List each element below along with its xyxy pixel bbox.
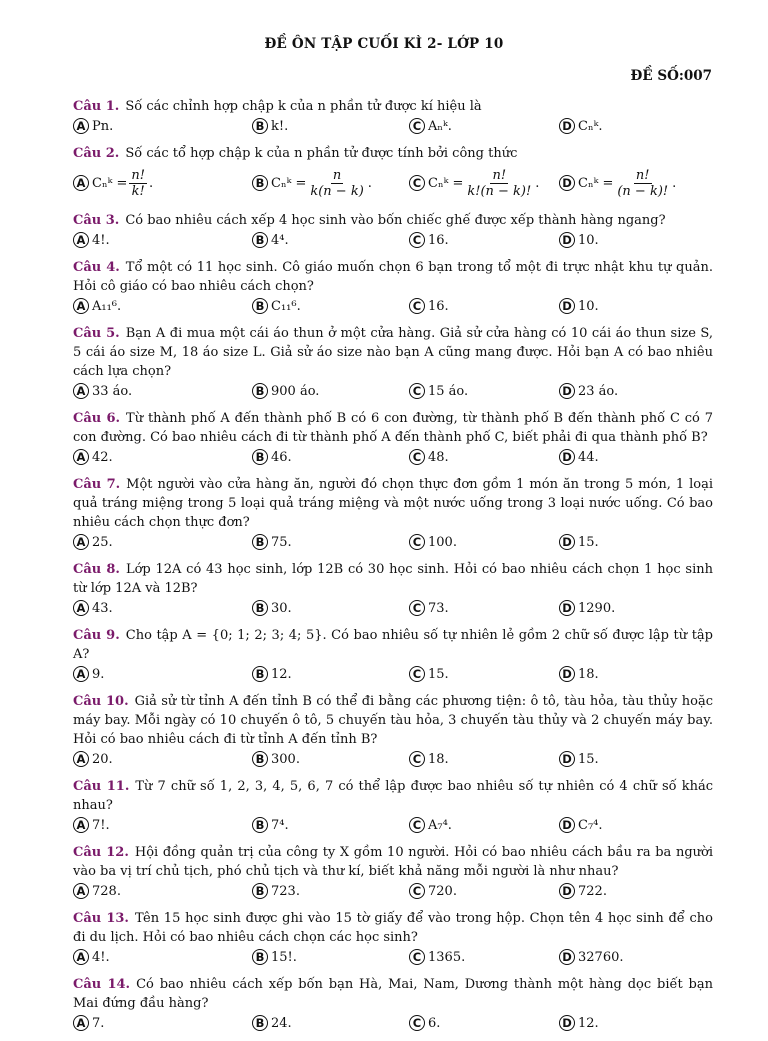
question-label: Câu 2.: [73, 146, 120, 161]
option-d[interactable]: [559, 883, 709, 899]
option-letter-badge: C: [409, 232, 425, 248]
option-b[interactable]: [252, 383, 409, 399]
answer-options: [73, 881, 713, 901]
formula-tail: .: [148, 175, 154, 191]
option-b[interactable]: [252, 118, 409, 134]
fraction: [129, 168, 147, 199]
question-text: Cho tập A = {0; 1; 2; 3; 4; 5}. Có bao nhiêu số tự nhiên lẻ gồm 2 chữ số được lập từ tập A?: [73, 628, 714, 662]
option-letter-badge: C: [409, 666, 425, 682]
option-letter-badge: A: [73, 175, 89, 191]
option-text: 6.: [428, 1015, 441, 1031]
option-letter-badge: B: [252, 298, 268, 314]
option-text: A₇⁴.: [428, 817, 452, 833]
option-text: 7⁴.: [271, 817, 289, 833]
option-text: A₁₁⁶.: [92, 298, 122, 314]
option-letter-badge: D: [559, 600, 575, 616]
option-letter-badge: D: [559, 883, 575, 899]
question-stem: [73, 324, 713, 381]
option-letter-badge: A: [73, 883, 89, 899]
option-a[interactable]: [73, 118, 252, 134]
question-3: [73, 211, 713, 250]
option-text: 46.: [271, 449, 292, 465]
option-letter-badge: D: [559, 383, 575, 399]
option-text: 15.: [578, 751, 599, 767]
option-b[interactable]: [252, 666, 409, 682]
option-d[interactable]: [559, 600, 709, 616]
option-letter-badge: D: [559, 751, 575, 767]
option-text: 15.: [428, 666, 449, 682]
option-letter-badge: A: [73, 949, 89, 965]
option-d[interactable]: [559, 949, 709, 965]
question-label: Câu 3.: [73, 213, 120, 228]
fraction-numerator: n!: [635, 167, 650, 183]
option-letter-badge: C: [409, 817, 425, 833]
question-text: Lớp 12A có 43 học sinh, lớp 12B có 30 học sinh. Hỏi có bao nhiêu cách chọn 1 học sinh từ lớp 12A và 12B?: [73, 562, 713, 596]
question-text: Tên 15 học sinh được ghi vào 15 tờ giấy để vào trong hộp. Chọn tên 4 học sinh để cho đi du lịch. Hỏi có bao nhiêu cách chọn các học sinh?: [73, 911, 713, 945]
option-d[interactable]: [559, 817, 709, 833]
option-b[interactable]: [252, 298, 409, 314]
answer-options: [73, 116, 713, 136]
option-c[interactable]: [409, 449, 559, 465]
option-letter-badge: A: [73, 751, 89, 767]
option-text: 16.: [428, 298, 449, 314]
option-text: 1365.: [428, 949, 466, 965]
option-b[interactable]: [252, 883, 409, 899]
option-c[interactable]: [409, 298, 559, 314]
option-text: Cₙᵏ.: [578, 118, 603, 134]
option-letter-badge: A: [73, 232, 89, 248]
question-label: Câu 6.: [73, 411, 121, 426]
option-c[interactable]: [409, 534, 559, 550]
option-d[interactable]: [559, 168, 709, 199]
option-a[interactable]: [73, 949, 252, 965]
option-text: 18.: [578, 666, 599, 682]
option-letter-badge: D: [559, 666, 575, 682]
option-letter-badge: C: [409, 600, 425, 616]
option-b[interactable]: [252, 534, 409, 550]
option-letter-badge: A: [73, 298, 89, 314]
question-label: Câu 11.: [73, 779, 130, 794]
option-text: 7.: [92, 1015, 105, 1031]
option-text: 12.: [271, 666, 292, 682]
option-text: 1290.: [578, 600, 616, 616]
option-letter-badge: A: [73, 449, 89, 465]
option-letter-badge: B: [252, 383, 268, 399]
option-text: 728.: [92, 883, 121, 899]
option-text: 7!.: [92, 817, 110, 833]
fraction: [308, 168, 365, 199]
option-c[interactable]: [409, 600, 559, 616]
question-text: Có bao nhiêu cách xếp bốn bạn Hà, Mai, Nam, Dương thành một hàng dọc biết bạn Mai đứng đầu hàng?: [73, 977, 713, 1011]
option-text: C₁₁⁶.: [271, 298, 301, 314]
option-a[interactable]: [73, 383, 252, 399]
question-12: [73, 843, 713, 901]
question-stem: [73, 97, 713, 116]
option-b[interactable]: [252, 600, 409, 616]
fraction-denominator: (n − k)!: [617, 183, 669, 199]
option-c[interactable]: [409, 883, 559, 899]
question-6: [73, 409, 713, 467]
option-c[interactable]: [409, 666, 559, 682]
option-text: 720.: [428, 883, 457, 899]
formula-lead: Cₙᵏ =: [271, 175, 307, 191]
option-letter-badge: D: [559, 1015, 575, 1031]
option-text: 16.: [428, 232, 449, 248]
question-stem: [73, 409, 713, 447]
answer-options: [73, 296, 713, 316]
option-text: 24.: [271, 1015, 292, 1031]
option-a[interactable]: [73, 1015, 252, 1031]
question-14: [73, 975, 713, 1033]
answer-options: [73, 163, 713, 203]
option-d[interactable]: [559, 383, 709, 399]
option-text: 10.: [578, 298, 599, 314]
option-letter-badge: B: [252, 883, 268, 899]
option-text: 33 áo.: [92, 383, 133, 399]
option-text: 723.: [271, 883, 300, 899]
option-a[interactable]: [73, 449, 252, 465]
formula-tail: .: [367, 175, 372, 191]
option-c[interactable]: [409, 168, 559, 199]
fraction-denominator: k(n − k): [310, 183, 364, 199]
option-a[interactable]: [73, 298, 252, 314]
option-b[interactable]: [252, 232, 409, 248]
question-2: [73, 144, 713, 203]
exam-code: ĐỀ SỐ:007: [630, 68, 712, 84]
fraction-numerator: n!: [131, 167, 145, 183]
option-b[interactable]: [252, 449, 409, 465]
option-a[interactable]: [73, 751, 252, 767]
answer-options: [73, 749, 713, 769]
question-label: Câu 1.: [73, 99, 120, 114]
option-c[interactable]: [409, 1015, 559, 1031]
option-a[interactable]: [73, 534, 252, 550]
option-letter-badge: B: [252, 232, 268, 248]
option-letter-badge: D: [559, 298, 575, 314]
option-d[interactable]: [559, 534, 709, 550]
question-text: Bạn A đi mua một cái áo thun ở một cửa hàng. Giả sử cửa hàng có 10 cái áo thun size S, 5 cái áo size M, 18 áo size L. Giả sử áo size nào bạn A cũng mang được. Hỏi bạn A có bao nhiêu cách lựa chọn?: [73, 326, 713, 379]
option-text: 4!.: [92, 949, 110, 965]
question-label: Câu 12.: [73, 845, 129, 860]
option-letter-badge: D: [559, 817, 575, 833]
option-letter-badge: D: [559, 118, 575, 134]
question-9: [73, 626, 713, 684]
option-d[interactable]: [559, 666, 709, 682]
question-stem: [73, 144, 713, 163]
option-text: 12.: [578, 1015, 599, 1031]
question-stem: [73, 475, 713, 532]
option-d[interactable]: [559, 118, 709, 134]
question-text: Từ 7 chữ số 1, 2, 3, 4, 5, 6, 7 có thể lập được bao nhiêu số tự nhiên có 4 chữ số khác nhau?: [73, 779, 713, 813]
option-letter-badge: B: [252, 751, 268, 767]
option-d[interactable]: [559, 232, 709, 248]
option-text: 722.: [578, 883, 607, 899]
option-text: 300.: [271, 751, 300, 767]
option-letter-badge: B: [252, 817, 268, 833]
question-stem: [73, 777, 713, 815]
question-7: [73, 475, 713, 552]
question-stem: [73, 258, 713, 296]
question-label: Câu 13.: [73, 911, 129, 926]
option-text: 75.: [271, 534, 292, 550]
option-c[interactable]: [409, 817, 559, 833]
option-letter-badge: C: [409, 1015, 425, 1031]
answer-options: [73, 598, 713, 618]
option-letter-badge: A: [73, 600, 89, 616]
option-letter-badge: B: [252, 666, 268, 682]
question-label: Câu 9.: [73, 628, 120, 643]
answer-options: [73, 447, 713, 467]
option-a[interactable]: [73, 883, 252, 899]
option-text: 15!.: [271, 949, 297, 965]
answer-options: [73, 947, 713, 967]
question-stem: [73, 560, 713, 598]
question-stem: [73, 909, 713, 947]
fraction-denominator: k!: [131, 183, 145, 199]
option-a[interactable]: [73, 600, 252, 616]
answer-options: [73, 1013, 713, 1033]
option-text: 900 áo.: [271, 383, 320, 399]
option-text: 100.: [428, 534, 457, 550]
answer-options: [73, 532, 713, 552]
option-b[interactable]: [252, 1015, 409, 1031]
question-5: [73, 324, 713, 401]
formula-lead: Cₙᵏ =: [92, 175, 128, 191]
option-text: 4⁴.: [271, 232, 289, 248]
option-letter-badge: D: [559, 949, 575, 965]
option-d[interactable]: [559, 1015, 709, 1031]
option-letter-badge: C: [409, 449, 425, 465]
question-text: Có bao nhiêu cách xếp 4 học sinh vào bốn chiếc ghế được xếp thành hàng ngang?: [125, 213, 666, 228]
option-letter-badge: C: [409, 298, 425, 314]
option-b[interactable]: [252, 949, 409, 965]
fraction-numerator: n!: [492, 167, 507, 183]
question-stem: [73, 211, 713, 230]
option-letter-badge: D: [559, 449, 575, 465]
question-11: [73, 777, 713, 835]
formula-lead: Cₙᵏ =: [578, 175, 614, 191]
option-letter-badge: B: [252, 534, 268, 550]
option-letter-badge: B: [252, 118, 268, 134]
option-text: 15 áo.: [428, 383, 469, 399]
page-title: ĐỀ ÔN TẬP CUỐI KÌ 2- LỚP 10: [264, 36, 504, 52]
question-1: [73, 97, 713, 136]
option-d[interactable]: [559, 751, 709, 767]
option-c[interactable]: [409, 751, 559, 767]
option-text: 25.: [92, 534, 113, 550]
option-text: 20.: [92, 751, 113, 767]
option-text: 10.: [578, 232, 599, 248]
option-b[interactable]: [252, 751, 409, 767]
option-b[interactable]: [252, 817, 409, 833]
option-text: 43.: [92, 600, 113, 616]
option-text: 23 áo.: [578, 383, 619, 399]
question-text: Một người vào cửa hàng ăn, người đó chọn thực đơn gồm 1 món ăn trong 5 món, 1 loại quả tráng miệng trong 5 loại quả tráng miệng và một nước uống trong 3 loại nước uống. Có bao nhiêu cách chọn thực đơn?: [73, 477, 713, 530]
option-letter-badge: A: [73, 118, 89, 134]
option-text: 18.: [428, 751, 449, 767]
option-letter-badge: B: [252, 1015, 268, 1031]
option-d[interactable]: [559, 298, 709, 314]
option-letter-badge: C: [409, 883, 425, 899]
option-a[interactable]: [73, 168, 252, 199]
option-text: 30.: [271, 600, 292, 616]
option-c[interactable]: [409, 118, 559, 134]
option-text: Pn.: [92, 118, 114, 134]
option-c[interactable]: [409, 949, 559, 965]
answer-options: [73, 815, 713, 835]
answer-options: [73, 381, 713, 401]
answer-options: [73, 230, 713, 250]
formula-tail: .: [535, 175, 540, 191]
option-text: 9.: [92, 666, 105, 682]
option-c[interactable]: [409, 232, 559, 248]
option-text: Aₙᵏ.: [428, 118, 452, 134]
question-text: Giả sử từ tỉnh A đến tỉnh B có thể đi bằng các phương tiện: ô tô, tàu hỏa, tàu thủy hoặc máy bay. Mỗi ngày có 10 chuyến ô tô, 5 chuyến tàu hỏa, 3 chuyến tàu thủy và 2 chuyến máy bay. Hỏi có bao nhiêu cách đi từ tỉnh A đến tỉnh B?: [73, 694, 713, 747]
option-text: k!.: [271, 118, 289, 134]
option-d[interactable]: [559, 449, 709, 465]
option-letter-badge: C: [409, 949, 425, 965]
question-4: [73, 258, 713, 316]
question-text: Tổ một có 11 học sinh. Cô giáo muốn chọn 6 bạn trong tổ một đi trực nhật khu tự quản. Hỏi cô giáo có bao nhiêu cách chọn?: [73, 260, 713, 294]
option-text: 48.: [428, 449, 449, 465]
question-text: Từ thành phố A đến thành phố B có 6 con đường, từ thành phố B đến thành phố C có 7 con đường. Có bao nhiêu cách đi từ thành phố A đến thành phố C, biết phải đi qua thành phố B?: [73, 411, 713, 445]
question-label: Câu 7.: [73, 477, 121, 492]
fraction: [615, 168, 670, 199]
fraction: [465, 168, 533, 199]
option-b[interactable]: [252, 168, 409, 199]
option-letter-badge: A: [73, 1015, 89, 1031]
question-label: Câu 14.: [73, 977, 131, 992]
question-list: [73, 97, 713, 1041]
question-13: [73, 909, 713, 967]
option-text: 73.: [428, 600, 449, 616]
option-letter-badge: B: [252, 949, 268, 965]
option-text: 15.: [578, 534, 599, 550]
question-stem: [73, 975, 713, 1013]
option-letter-badge: C: [409, 534, 425, 550]
option-a[interactable]: [73, 817, 252, 833]
question-8: [73, 560, 713, 618]
question-label: Câu 4.: [73, 260, 120, 275]
question-stem: [73, 692, 713, 749]
option-c[interactable]: [409, 383, 559, 399]
formula-tail: .: [672, 175, 677, 191]
option-letter-badge: C: [409, 118, 425, 134]
question-stem: [73, 843, 713, 881]
option-text: 42.: [92, 449, 113, 465]
question-text: Hội đồng quản trị của công ty X gồm 10 người. Hỏi có bao nhiêu cách bầu ra ba người vào ba vị trí chủ tịch, phó chủ tịch và thư kí, biết khả năng mỗi người là như nhau?: [73, 845, 713, 879]
option-text: 4!.: [92, 232, 110, 248]
question-label: Câu 8.: [73, 562, 120, 577]
option-text: 44.: [578, 449, 599, 465]
option-letter-badge: C: [409, 383, 425, 399]
option-a[interactable]: [73, 232, 252, 248]
option-text: C₇⁴.: [578, 817, 603, 833]
option-letter-badge: D: [559, 232, 575, 248]
question-text: Số các tổ hợp chập k của n phần tử được tính bởi công thức: [125, 146, 518, 161]
option-text: 32760.: [578, 949, 624, 965]
option-a[interactable]: [73, 666, 252, 682]
option-letter-badge: C: [409, 751, 425, 767]
option-letter-badge: B: [252, 449, 268, 465]
option-letter-badge: A: [73, 534, 89, 550]
question-10: [73, 692, 713, 769]
option-letter-badge: D: [559, 534, 575, 550]
question-label: Câu 5.: [73, 326, 120, 341]
option-letter-badge: A: [73, 666, 89, 682]
question-text: Số các chỉnh hợp chập k của n phần tử được kí hiệu là: [125, 99, 482, 114]
option-letter-badge: A: [73, 817, 89, 833]
option-letter-badge: A: [73, 383, 89, 399]
option-letter-badge: B: [252, 175, 268, 191]
answer-options: [73, 664, 713, 684]
formula-lead: Cₙᵏ =: [428, 175, 464, 191]
question-label: Câu 10.: [73, 694, 129, 709]
question-stem: [73, 626, 713, 664]
option-letter-badge: C: [409, 175, 425, 191]
option-letter-badge: D: [559, 175, 575, 191]
option-letter-badge: B: [252, 600, 268, 616]
fraction-numerator: n: [332, 167, 342, 183]
fraction-denominator: k!(n − k)!: [467, 183, 532, 199]
